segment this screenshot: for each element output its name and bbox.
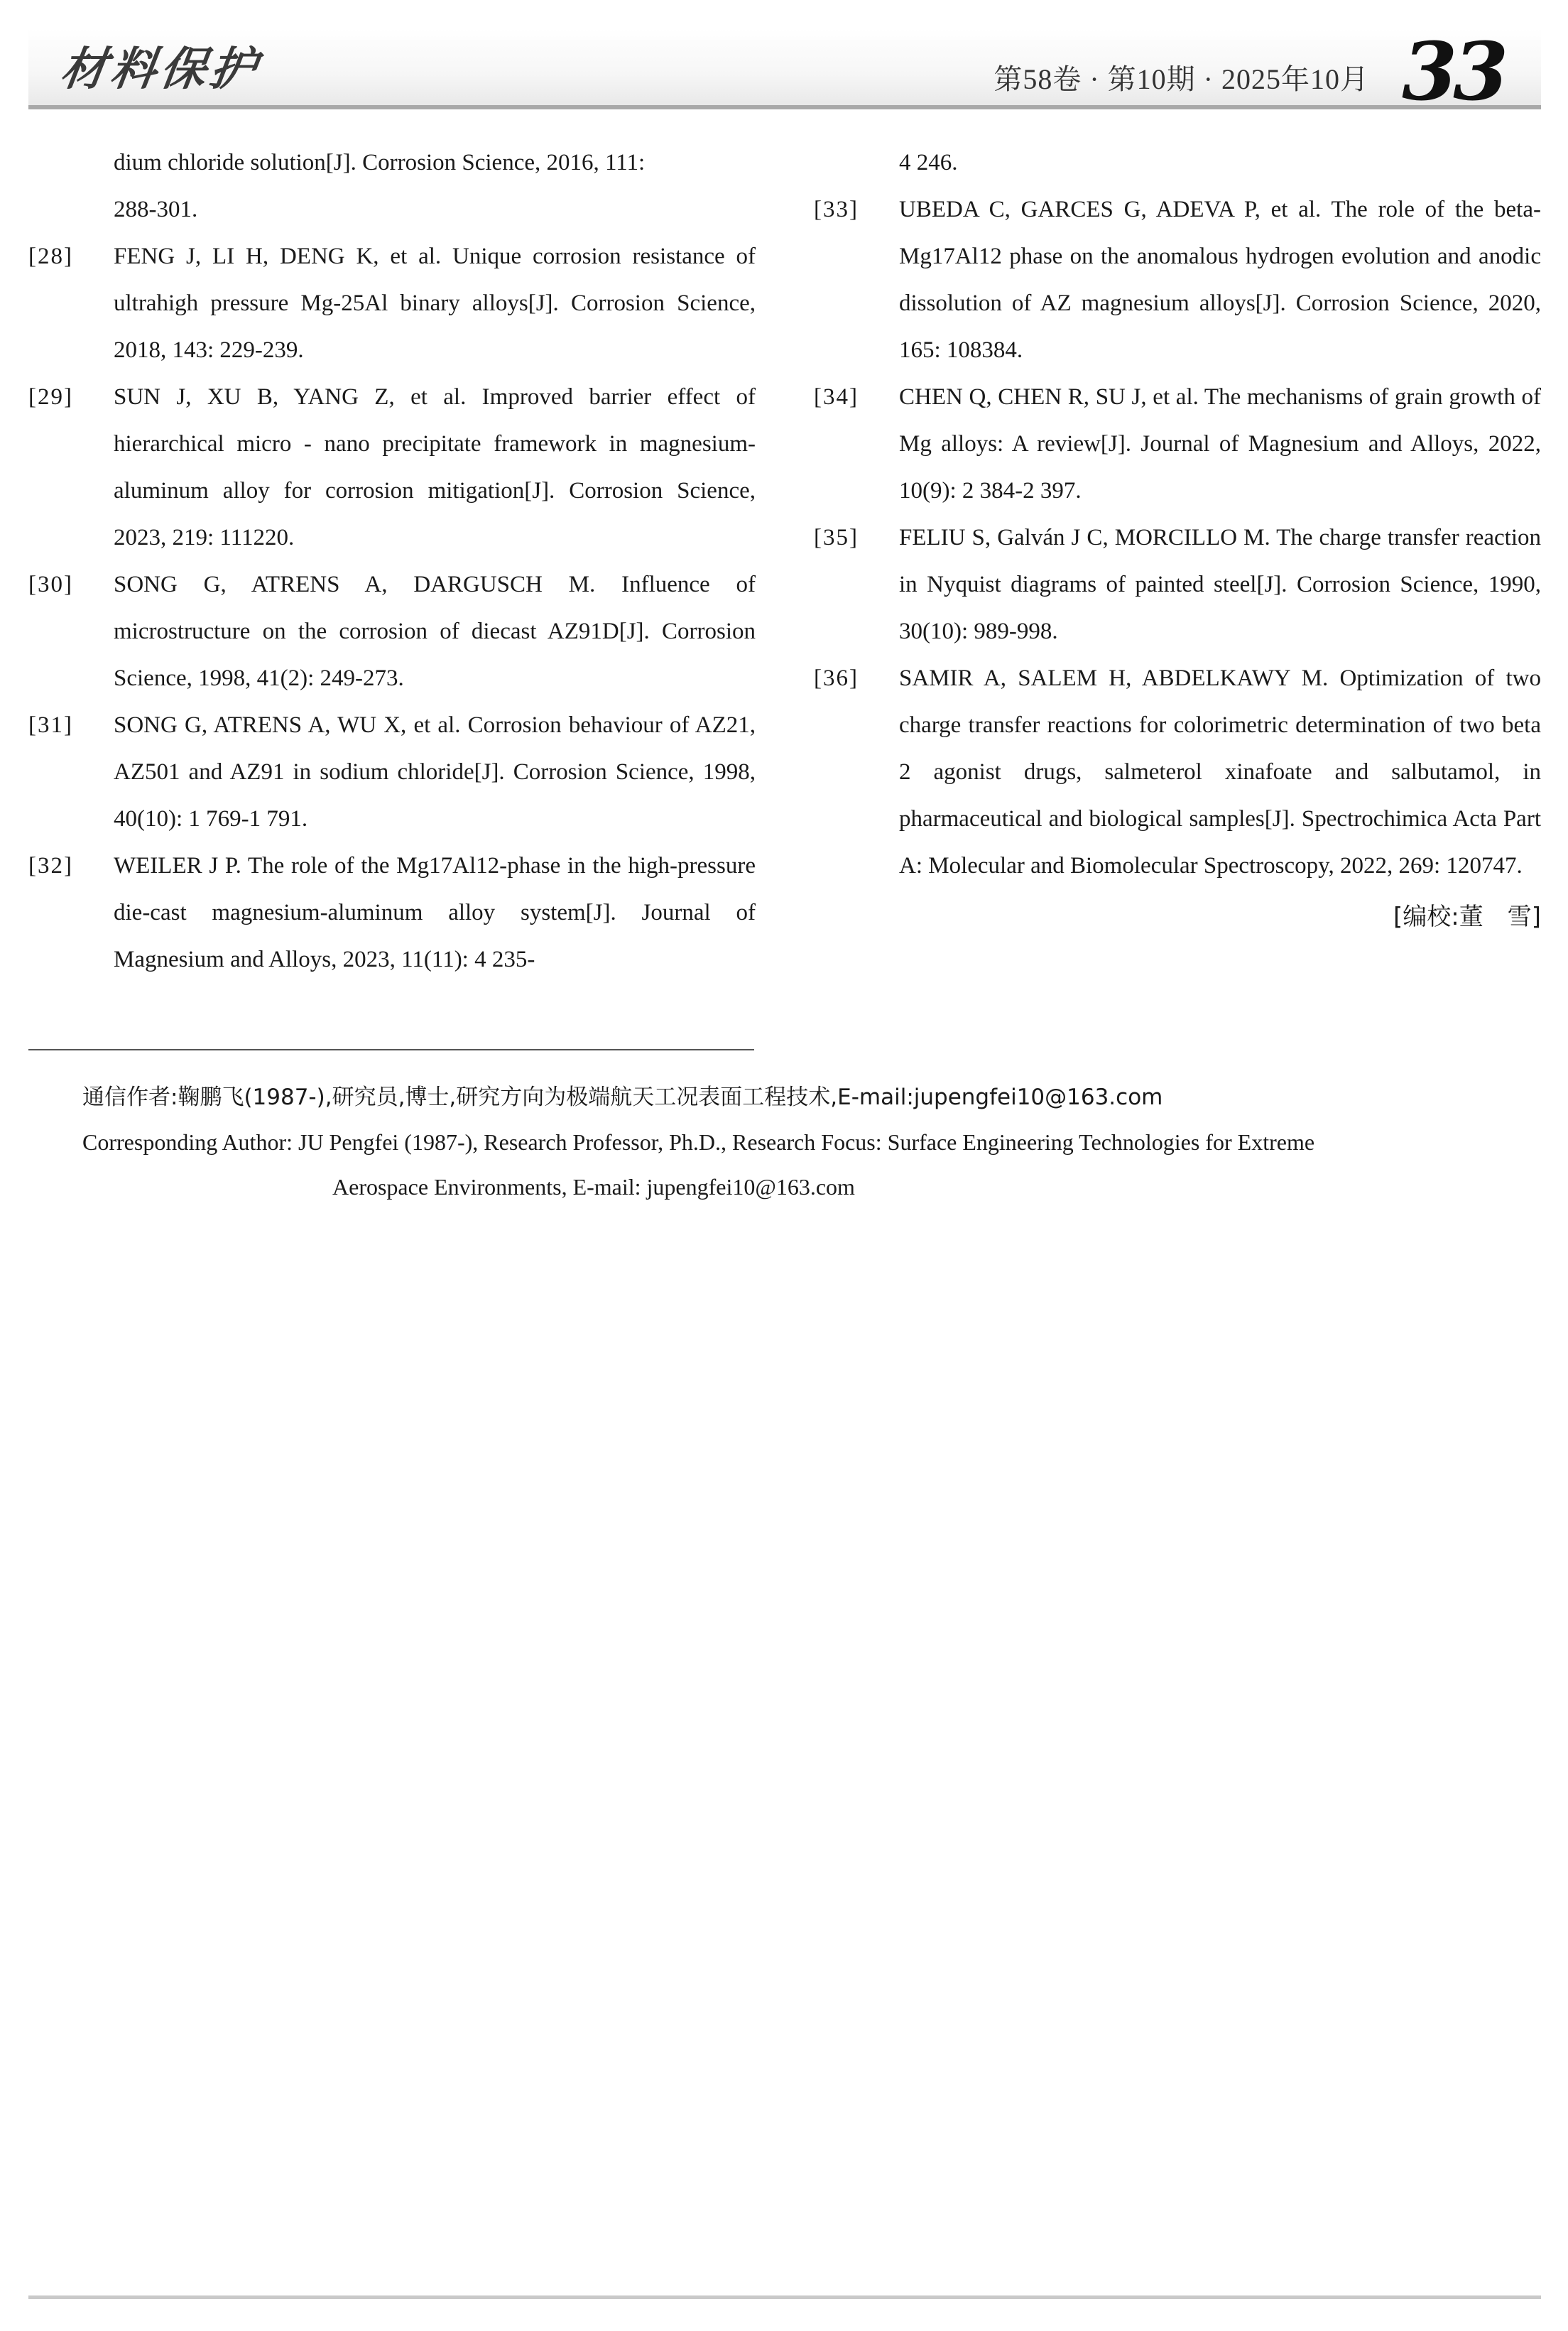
reference-continuation [28, 139, 756, 233]
reference-text: FENG J, LI H, DENG K, et al. Unique corrosion resistance of ultrahigh pressure Mg-25Al binary alloys[J]. Corrosion Science, 2018, 143: 229-239. [114, 244, 756, 363]
reference-33 [814, 186, 1541, 374]
issue-info: 第58卷 · 第10期 · 2025年10月 [993, 63, 1369, 95]
reference-number: [33] [814, 197, 859, 222]
reference-number: [30] [28, 572, 73, 597]
reference-number: [32] [28, 853, 73, 879]
reference-31 [28, 702, 756, 842]
reference-text: WEILER J P. The role of the Mg17Al12-phase in the high-pressure die-cast magnesium-aluminum alloy system[J]. Journal of Magnesium and Alloys, 2023, 11(11): 4 235- [114, 853, 756, 972]
reference-29 [28, 374, 756, 561]
page-bottom-rule [28, 2295, 1541, 2299]
reference-continuation-line: 288-301. [114, 197, 198, 222]
journal-logo: 材料保护 [57, 43, 264, 96]
footnote-english-line: Corresponding Author: JU Pengfei (1987-), Research Professor, Ph.D., Research Focus: Surface Engineering Technologies for Extreme [82, 1129, 1315, 1155]
reference-30 [28, 561, 756, 702]
corresponding-author-footnote [82, 1075, 1541, 1210]
reference-text: SONG G, ATRENS A, WU X, et al. Corrosion behaviour of AZ21, AZ501 and AZ91 in sodium chloride[J]. Corrosion Science, 1998, 40(10): 1 769-1 791. [114, 712, 756, 832]
reference-28 [28, 233, 756, 374]
reference-35 [814, 514, 1541, 655]
reference-34 [814, 374, 1541, 514]
reference-32 [28, 842, 756, 983]
reference-number: [35] [814, 525, 859, 550]
left-column [28, 139, 756, 983]
reference-36 [814, 655, 1541, 889]
editor-note: [编校:董 雪] [1393, 903, 1541, 931]
reference-continuation: 4 246. [899, 150, 958, 175]
page-number: 33 [1402, 26, 1504, 119]
footnote-english-line: Aerospace Environments, E-mail: jupengfei10@163.com [332, 1174, 855, 1200]
reference-number: [29] [28, 384, 73, 410]
reference-text: FELIU S, Galván J C, MORCILLO M. The charge transfer reaction in Nyquist diagrams of painted steel[J]. Corrosion Science, 1990, 30(10): 989-998. [899, 525, 1541, 644]
reference-text: SUN J, XU B, YANG Z, et al. Improved barrier effect of hierarchical micro - nano precipitate framework in magnesium-aluminum alloy for corrosion mitigation[J]. Corrosion Science, 2023, 219: 111220. [114, 384, 756, 550]
reference-text: UBEDA C, GARCES G, ADEVA P, et al. The role of the beta-Mg17Al12 phase on the anomalous hydrogen evolution and anodic dissolution of AZ magnesium alloys[J]. Corrosion Science, 2020, 165: 108384. [899, 197, 1541, 363]
footnote-chinese: 通信作者:鞠鹏飞(1987-),研究员,博士,研究方向为极端航天工况表面工程技术,E-mail:jupengfei10@163.com [82, 1085, 1163, 1110]
reference-number: [34] [814, 384, 859, 410]
right-column [814, 139, 1541, 940]
reference-text: SONG G, ATRENS A, DARGUSCH M. Influence of microstructure on the corrosion of diecast AZ91D[J]. Corrosion Science, 1998, 41(2): 249-273. [114, 572, 756, 691]
reference-continuation-line: dium chloride solution[J]. Corrosion Science, 2016, 111: [114, 150, 646, 175]
reference-text: SAMIR A, SALEM H, ABDELKAWY M. Optimization of two charge transfer reactions for colorimetric determination of two beta 2 agonist drugs, salmeterol xinafoate and salbutamol, in pharmaceutical and biological samples[J]. Spectrochimica Acta Part A: Molecular and Biomolecular Spectroscopy, 2022, 269: 120747. [899, 665, 1541, 879]
reference-number: [28] [28, 244, 73, 269]
footnote-divider [28, 1049, 754, 1050]
reference-number: [36] [814, 665, 859, 691]
reference-text: CHEN Q, CHEN R, SU J, et al. The mechanisms of grain growth of Mg alloys: A review[J]. Journal of Magnesium and Alloys, 2022, 10(9): 2 384-2 397. [899, 384, 1541, 504]
reference-number: [31] [28, 712, 73, 738]
